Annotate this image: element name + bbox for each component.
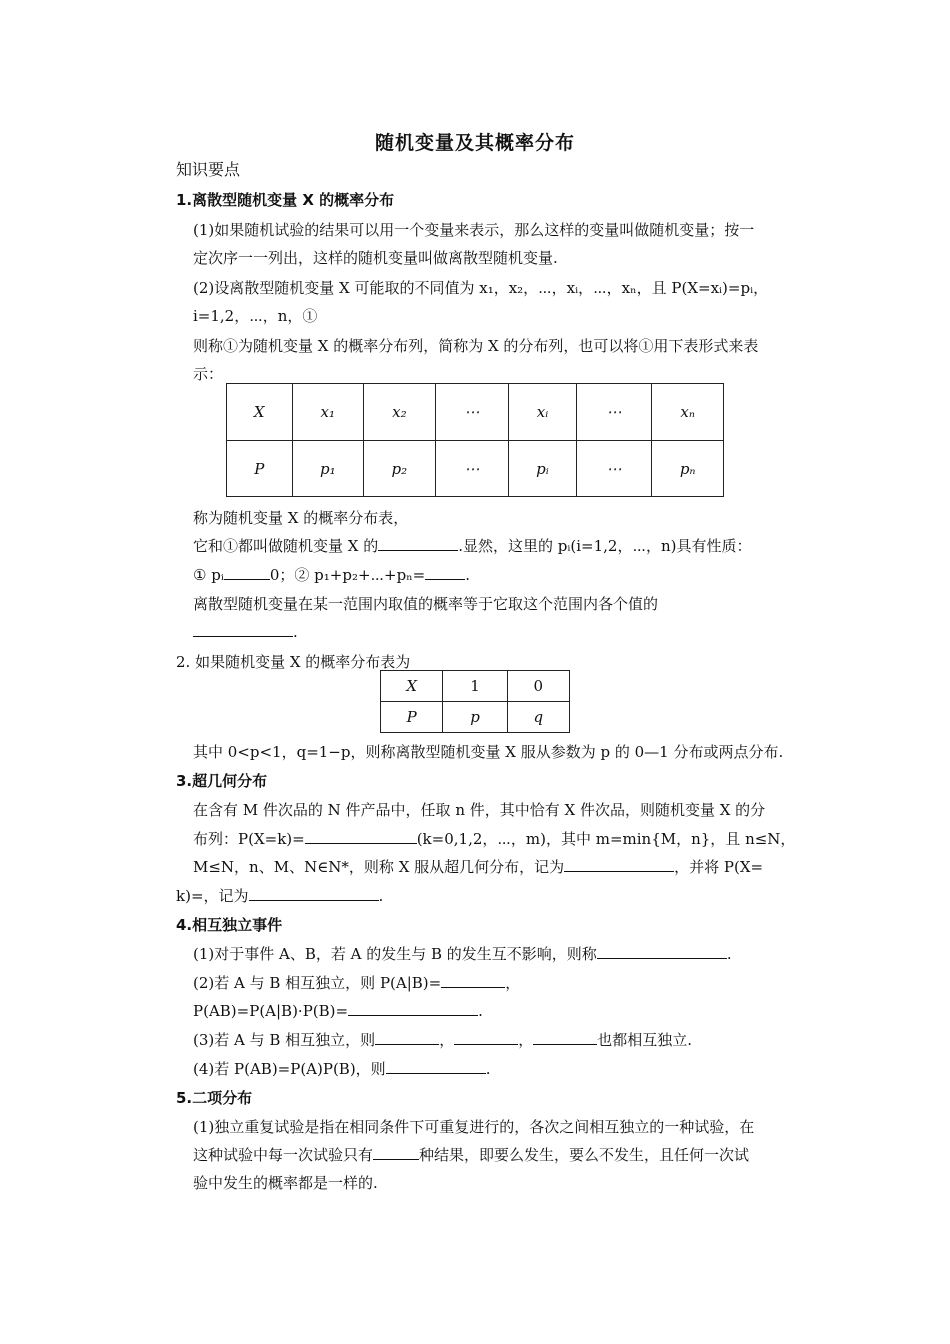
text-span: .: [478, 1002, 483, 1020]
table-cell: X: [227, 384, 293, 441]
paragraph-line: [193, 825, 795, 853]
table-row: [227, 441, 724, 497]
text-span: ，并将 P(X=: [674, 858, 764, 876]
paragraph-line: 定次序一一列出，这样的随机变量叫做离散型随机变量.: [193, 249, 558, 267]
fill-blank: [454, 1028, 518, 1045]
fill-blank: [597, 942, 727, 959]
paragraph-line: [193, 969, 520, 997]
paragraph-line: (1)独立重复试验是指在相同条件下可重复进行的，各次之间相互独立的一种试验，在: [193, 1118, 755, 1136]
text-span: (4)若 P(AB)=P(A)P(B)，则: [193, 1060, 386, 1078]
paragraph-line: 验中发生的概率都是一样的.: [193, 1174, 378, 1192]
fill-blank: [193, 620, 293, 637]
table-cell: ⋯: [576, 384, 652, 441]
paragraph-line: [193, 532, 751, 560]
paragraph-line: [193, 940, 732, 968]
paragraph-line: 离散型随机变量在某一范围内取值的概率等于它取这个范围内各个值的: [193, 595, 659, 613]
page-title: 随机变量及其概率分布: [374, 132, 575, 154]
table-cell: xᵢ: [509, 384, 577, 441]
section-heading-5: 5.二项分布: [176, 1089, 253, 1107]
text-span: 这种试验中每一次试验只有: [193, 1146, 374, 1164]
table-cell: P: [381, 702, 443, 733]
table-cell: xₙ: [652, 384, 724, 441]
text-span: P(AB)=P(A|B)·P(B)=: [193, 1002, 349, 1020]
text-span: 种结果，即要么发生，要么不发生，且任何一次试: [419, 1146, 750, 1164]
text-span: .显然，这里的 pᵢ(i=1,2，⋯，n)具有性质：: [458, 537, 752, 555]
table-cell: X: [381, 671, 443, 702]
text-span: .: [378, 887, 384, 905]
text-span: 布列：P(X=k)=: [193, 830, 305, 848]
text-span: (3)若 A 与 B 相互独立，则: [193, 1031, 376, 1049]
fill-blank: [373, 1143, 419, 1160]
fill-blank: [348, 999, 478, 1016]
table-cell: 0: [507, 671, 569, 702]
table-cell: x₁: [292, 384, 364, 441]
paragraph-line: 在含有 M 件次品的 N 件产品中，任取 n 件，其中恰有 X 件次品，则随机变量 X 的分: [193, 801, 766, 819]
fill-blank: [375, 1028, 439, 1045]
paragraph-line: 则称①为随机变量 X 的概率分布列，简称为 X 的分布列，也可以将①用下表形式来表: [193, 337, 759, 355]
paragraph-line: [193, 561, 470, 589]
paragraph-line: 其中 0<p<1，q=1−p，则称离散型随机变量 X 服从参数为 p 的 0—1 分布或两点分布.: [193, 743, 784, 761]
table-cell: q: [507, 702, 569, 733]
paragraph-line: [193, 997, 483, 1025]
table-cell: x₂: [364, 384, 436, 441]
text-span: 0；② p₁+p₂+⋯+pₙ=: [269, 566, 426, 584]
text-span: 也都相互独立.: [597, 1031, 692, 1049]
text-span: .: [293, 623, 298, 641]
paragraph-line: 称为随机变量 X 的概率分布表，: [193, 509, 409, 527]
fill-blank: [305, 827, 417, 844]
table-cell: ⋯: [576, 441, 652, 497]
text-span: .: [485, 1060, 491, 1078]
paragraph-line: [193, 618, 298, 646]
paragraph-line: 示：: [193, 365, 224, 383]
section-heading-3: 3.超几何分布: [176, 772, 268, 790]
text-span: (k=0,1,2，⋯，m)，其中 m=min{M，n}，且 n≤N，: [416, 830, 796, 848]
text-span: .: [465, 566, 471, 584]
table-row: [227, 384, 724, 441]
text-span: ，: [518, 1031, 534, 1049]
paragraph-line: 2. 如果随机变量 X 的概率分布表为: [176, 653, 411, 671]
text-span: M≤N，n、M、N∈N*，则称 X 服从超几何分布，记为: [193, 858, 565, 876]
table-row: [381, 671, 570, 702]
fill-blank: [425, 563, 465, 580]
text-span: 它和①都叫做随机变量 X 的: [193, 537, 379, 555]
table-cell: pᵢ: [509, 441, 577, 497]
fill-blank: [564, 855, 674, 872]
paragraph-line: [176, 882, 383, 910]
table-cell: ⋯: [435, 384, 509, 441]
table-cell: ⋯: [435, 441, 509, 497]
table-cell: P: [227, 441, 293, 497]
paragraph-line: [193, 1141, 749, 1169]
fill-blank: [249, 884, 379, 901]
paragraph-line: i=1,2，⋯，n，①: [193, 307, 318, 325]
text-span: (1)对于事件 A、B，若 A 的发生与 B 的发生互不影响，则称: [193, 945, 597, 963]
table-row: [381, 702, 570, 733]
table-cell: 1: [443, 671, 507, 702]
fill-blank: [378, 534, 458, 551]
fill-blank: [224, 563, 270, 580]
paragraph-line: [193, 853, 763, 881]
paragraph-line: (2)设离散型随机变量 X 可能取的不同值为 x₁，x₂，⋯，xᵢ，⋯，xₙ，且 P(X=xᵢ)=pᵢ，: [193, 279, 769, 297]
text-span: ，: [505, 974, 521, 992]
fill-blank: [441, 971, 505, 988]
two-point-table: [380, 670, 570, 733]
fill-blank: [533, 1028, 597, 1045]
table-cell: p: [443, 702, 507, 733]
fill-blank: [386, 1057, 486, 1074]
paragraph-line: (1)如果随机试验的结果可以用一个变量来表示，那么这样的变量叫做随机变量；按一: [193, 221, 755, 239]
text-span: k)=，记为: [176, 887, 249, 905]
table-cell: p₁: [292, 441, 364, 497]
section-heading-1: 1.离散型随机变量 X 的概率分布: [176, 191, 395, 209]
table-cell: p₂: [364, 441, 436, 497]
knowledge-heading: 知识要点: [176, 160, 241, 179]
text-span: ① pᵢ: [193, 566, 224, 584]
paragraph-line: [193, 1026, 692, 1054]
paragraph-line: [193, 1055, 490, 1083]
text-span: .: [726, 945, 732, 963]
table-cell: pₙ: [652, 441, 724, 497]
text-span: (2)若 A 与 B 相互独立，则 P(A|B)=: [193, 974, 442, 992]
distribution-table: [226, 383, 724, 497]
text-span: ，: [439, 1031, 455, 1049]
section-heading-4: 4.相互独立事件: [176, 916, 283, 934]
